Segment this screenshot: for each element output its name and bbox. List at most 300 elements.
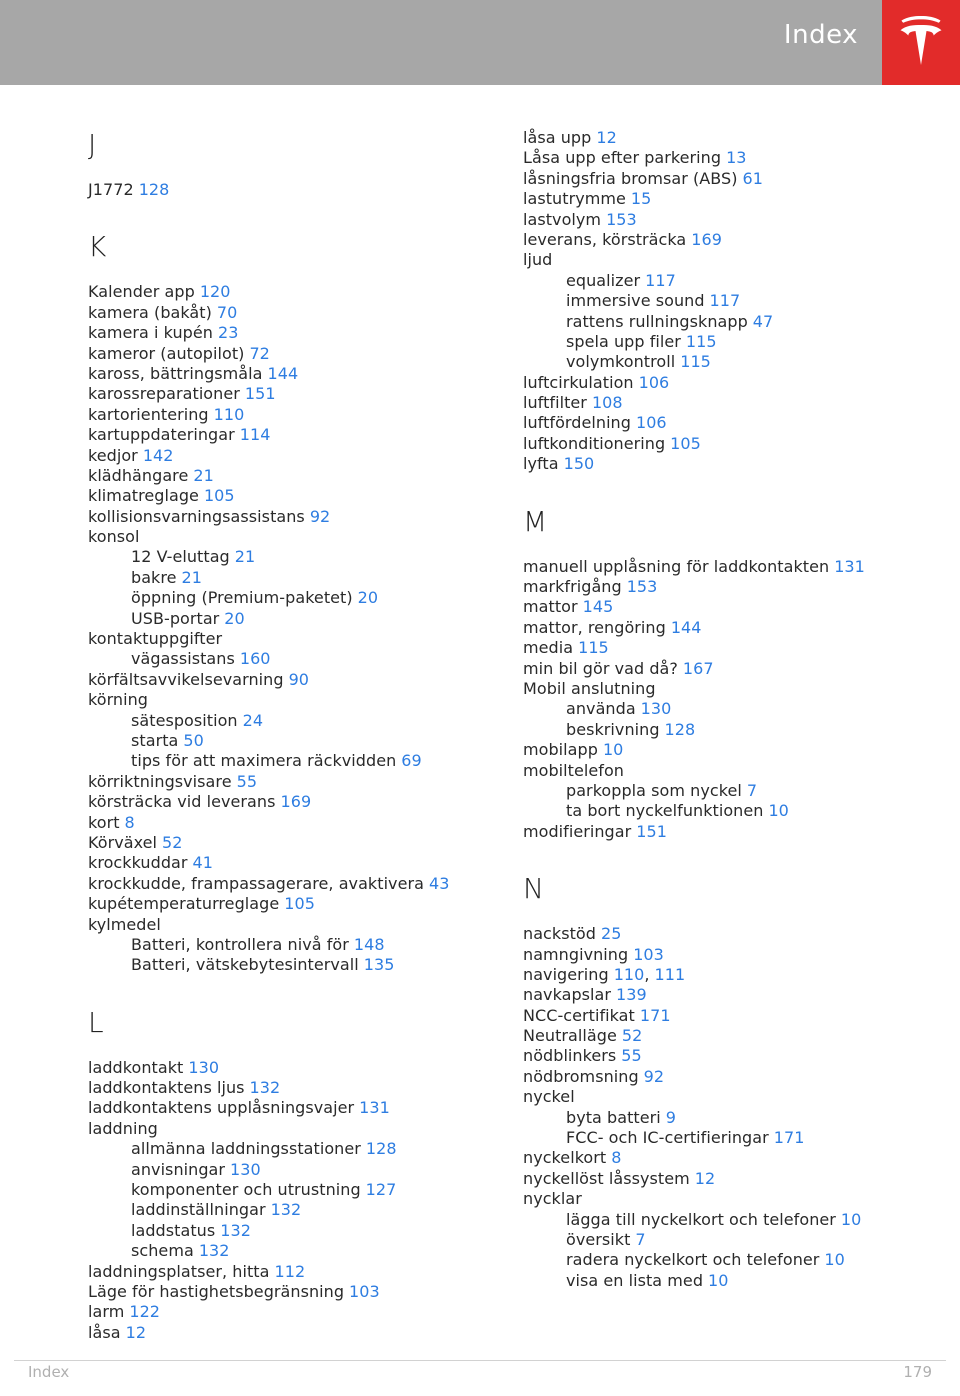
page-reference-link[interactable]: 24 bbox=[242, 710, 264, 730]
index-term: laddinställningar bbox=[131, 1200, 266, 1220]
index-subentry bbox=[523, 720, 943, 740]
index-entry bbox=[88, 405, 508, 425]
index-entry bbox=[88, 1058, 508, 1078]
index-entry bbox=[88, 1262, 508, 1282]
page-reference-link[interactable]: 111 bbox=[654, 964, 686, 984]
index-term: kupétemperaturreglage bbox=[88, 894, 280, 914]
index-subentry bbox=[523, 1210, 943, 1230]
page-reference-link[interactable]: 150 bbox=[563, 454, 595, 474]
index-subentry bbox=[88, 955, 508, 975]
index-term: använda bbox=[566, 699, 636, 719]
index-section-letter: N bbox=[523, 872, 544, 906]
page-reference-link[interactable]: 55 bbox=[236, 771, 258, 791]
index-term: kort bbox=[88, 812, 120, 832]
index-term: lägga till nyckelkort och telefoner bbox=[566, 1209, 836, 1229]
index-subentry bbox=[88, 547, 508, 567]
index-term: markfrigång bbox=[523, 577, 622, 597]
index-subentry bbox=[523, 699, 943, 719]
index-entry bbox=[88, 915, 508, 935]
index-subentry bbox=[88, 1160, 508, 1180]
index-entry bbox=[523, 373, 943, 393]
index-subentry bbox=[523, 781, 943, 801]
page-reference-link[interactable]: 106 bbox=[635, 413, 667, 433]
index-entry bbox=[523, 659, 943, 679]
page-reference-link[interactable]: 21 bbox=[234, 547, 256, 567]
index-term: kamera (bakåt) bbox=[88, 302, 212, 322]
index-term: kameror (autopilot) bbox=[88, 343, 245, 363]
footer-section-label: Index bbox=[28, 1363, 70, 1381]
index-entry bbox=[523, 1169, 943, 1189]
index-term: equalizer bbox=[566, 270, 641, 290]
page-reference-link[interactable]: 15 bbox=[630, 189, 652, 209]
index-subentry bbox=[523, 291, 943, 311]
index-term: Batteri, kontrollera nivå för bbox=[131, 934, 349, 954]
index-term: körsträcka vid leverans bbox=[88, 792, 276, 812]
index-entry bbox=[523, 393, 943, 413]
page-reference-link[interactable]: 144 bbox=[670, 617, 702, 637]
index-entry bbox=[523, 454, 943, 474]
index-term: kedjor bbox=[88, 445, 138, 465]
index-term: luftcirkulation bbox=[523, 372, 634, 392]
index-term: kartuppdateringar bbox=[88, 425, 235, 445]
page-reference-link[interactable]: 132 bbox=[220, 1220, 251, 1240]
index-term: mattor bbox=[523, 597, 578, 617]
index-term: namngivning bbox=[523, 944, 629, 964]
index-term: sätesposition bbox=[131, 710, 238, 730]
page-reference-link[interactable]: 12 bbox=[694, 1168, 716, 1188]
index-subentry bbox=[88, 711, 508, 731]
index-entry bbox=[523, 761, 943, 781]
page-separator: , bbox=[644, 964, 650, 984]
page-reference-link[interactable]: 103 bbox=[633, 944, 664, 964]
index-entry bbox=[88, 466, 508, 486]
page-reference-link[interactable]: 128 bbox=[138, 180, 170, 199]
page-reference-link[interactable]: 8 bbox=[124, 812, 135, 832]
index-term: USB-portar bbox=[131, 608, 220, 628]
index-entry bbox=[523, 822, 943, 842]
index-term: låsningsfria bromsar (ABS) bbox=[523, 168, 738, 188]
page-reference-link[interactable]: 105 bbox=[284, 894, 315, 914]
index-term: navigering bbox=[523, 964, 609, 984]
index-term: klädhängare bbox=[88, 465, 189, 485]
index-term: laddstatus bbox=[131, 1220, 216, 1240]
index-term: leverans, körsträcka bbox=[523, 229, 687, 249]
index-term: översikt bbox=[566, 1229, 631, 1249]
page-reference-link[interactable]: 9 bbox=[665, 1107, 676, 1127]
page-reference-link[interactable]: 72 bbox=[249, 343, 270, 363]
index-entry bbox=[523, 924, 943, 944]
index-term: vägassistans bbox=[131, 649, 235, 669]
page-reference-link[interactable]: 151 bbox=[636, 821, 667, 841]
page-reference-link[interactable]: 10 bbox=[602, 740, 624, 760]
page-reference-link[interactable]: 52 bbox=[162, 832, 183, 852]
index-entry bbox=[523, 597, 943, 617]
index-term: nödblinkers bbox=[523, 1046, 617, 1066]
page-reference-link[interactable]: 12 bbox=[596, 128, 617, 147]
index-entry bbox=[523, 169, 943, 189]
index-entry bbox=[523, 1026, 943, 1046]
page-reference-link[interactable]: 117 bbox=[645, 270, 676, 290]
index-term: lyfta bbox=[523, 454, 559, 474]
index-entry bbox=[88, 1302, 508, 1322]
index-term: luftkonditionering bbox=[523, 433, 666, 453]
index-entry bbox=[523, 413, 943, 433]
page-reference-link[interactable]: 115 bbox=[680, 352, 711, 372]
index-subentry bbox=[523, 312, 943, 332]
page-reference-link[interactable]: 20 bbox=[357, 588, 379, 608]
index-term: laddning bbox=[88, 1118, 158, 1138]
index-term: ta bort nyckelfunktionen bbox=[566, 801, 764, 821]
index-term: laddkontakt bbox=[88, 1057, 184, 1077]
index-term: körfältsavvikelsevarning bbox=[88, 669, 284, 689]
index-entry bbox=[523, 128, 943, 148]
index-term: Kalender app bbox=[88, 282, 195, 302]
page-reference-link[interactable]: 105 bbox=[203, 486, 235, 506]
page-reference-link[interactable]: 43 bbox=[428, 873, 450, 893]
index-term: kylmedel bbox=[88, 914, 161, 934]
index-entry bbox=[88, 344, 508, 364]
index-term: starta bbox=[131, 730, 179, 750]
page-reference-link[interactable]: 106 bbox=[638, 372, 670, 392]
page-reference-link[interactable]: 122 bbox=[129, 1302, 161, 1322]
index-subentry bbox=[88, 731, 508, 751]
index-term: kaross, bättringsmåla bbox=[88, 363, 263, 383]
index-term: J1772 bbox=[88, 180, 134, 199]
page-reference-link[interactable]: 128 bbox=[365, 1139, 397, 1159]
index-entry bbox=[88, 1098, 508, 1118]
index-entry bbox=[88, 792, 508, 812]
index-entry bbox=[88, 874, 508, 894]
index-term: klimatreglage bbox=[88, 486, 199, 506]
index-term: nyckel bbox=[523, 1087, 575, 1107]
page-reference-link[interactable]: 41 bbox=[192, 853, 213, 873]
index-entry bbox=[88, 1282, 508, 1302]
index-entry bbox=[523, 945, 943, 965]
index-term: bakre bbox=[131, 567, 177, 587]
page-reference-link[interactable]: 8 bbox=[611, 1148, 622, 1168]
index-entry bbox=[88, 486, 508, 506]
index-term: immersive sound bbox=[566, 291, 705, 311]
index-term: laddningsplatser, hitta bbox=[88, 1261, 270, 1281]
index-term: spela upp filer bbox=[566, 331, 681, 351]
index-section-letter: J bbox=[88, 128, 97, 161]
page-reference-link[interactable]: 55 bbox=[621, 1046, 642, 1066]
page-reference-link[interactable]: 132 bbox=[270, 1200, 302, 1220]
page-reference-link[interactable]: 130 bbox=[640, 699, 672, 719]
page-reference-link[interactable]: 21 bbox=[193, 465, 214, 485]
page-reference-link[interactable]: 10 bbox=[840, 1209, 862, 1229]
page-reference-link[interactable]: 117 bbox=[709, 291, 741, 311]
index-entry bbox=[523, 434, 943, 454]
page-reference-link[interactable]: 105 bbox=[670, 433, 701, 453]
tesla-logo-icon bbox=[899, 14, 943, 66]
index-term: modifieringar bbox=[523, 821, 632, 841]
index-term: kartorientering bbox=[88, 404, 209, 424]
index-entry bbox=[523, 740, 943, 760]
index-entry bbox=[523, 965, 943, 985]
index-term: komponenter och utrustning bbox=[131, 1180, 361, 1200]
footer-divider bbox=[14, 1360, 946, 1361]
index-term: körriktningsvisare bbox=[88, 771, 232, 791]
index-subentry bbox=[88, 935, 508, 955]
index-entry bbox=[88, 323, 508, 343]
page-reference-link[interactable]: 131 bbox=[359, 1098, 390, 1118]
index-term: mattor, rengöring bbox=[523, 617, 666, 637]
index-entry bbox=[523, 1046, 943, 1066]
index-entry bbox=[88, 629, 508, 649]
index-term: Körväxel bbox=[88, 832, 158, 852]
index-section-letter: L bbox=[88, 1005, 104, 1039]
index-entry bbox=[523, 618, 943, 638]
index-term: beskrivning bbox=[566, 719, 660, 739]
index-term: NCC-certifikat bbox=[523, 1005, 635, 1025]
index-column-left bbox=[88, 128, 508, 1343]
page-reference-link[interactable]: 112 bbox=[274, 1261, 306, 1281]
page-reference-link[interactable]: 50 bbox=[183, 730, 204, 750]
page-reference-link[interactable]: 153 bbox=[606, 209, 637, 229]
page-reference-link[interactable]: 145 bbox=[582, 597, 614, 617]
page-reference-link[interactable]: 70 bbox=[216, 302, 238, 322]
index-entry bbox=[523, 189, 943, 209]
index-term: nyckelkort bbox=[523, 1148, 607, 1168]
page-reference-link[interactable]: 171 bbox=[773, 1128, 805, 1148]
index-term: manuell upplåsning för laddkontakten bbox=[523, 556, 830, 576]
index-term: krockkudde, frampassagerare, avaktivera bbox=[88, 873, 424, 893]
index-entry bbox=[88, 670, 508, 690]
index-term: media bbox=[523, 638, 574, 658]
index-term: Neutralläge bbox=[523, 1026, 617, 1046]
index-term: Batteri, vätskebytesintervall bbox=[131, 955, 359, 975]
index-term: navkapslar bbox=[523, 985, 612, 1005]
page-reference-link[interactable]: 148 bbox=[353, 934, 385, 954]
index-subentry bbox=[88, 588, 508, 608]
page-reference-link[interactable]: 114 bbox=[239, 425, 271, 445]
index-term: luftfördelning bbox=[523, 413, 631, 433]
index-term: körning bbox=[88, 690, 149, 710]
index-entry bbox=[523, 1067, 943, 1087]
index-subentry bbox=[88, 568, 508, 588]
page-reference-link[interactable]: 103 bbox=[349, 1281, 380, 1301]
index-entry bbox=[88, 1078, 508, 1098]
index-term: larm bbox=[88, 1302, 125, 1322]
index-entry bbox=[88, 853, 508, 873]
index-entry bbox=[88, 894, 508, 914]
index-term: lastutrymme bbox=[523, 189, 626, 209]
page-reference-link[interactable]: 108 bbox=[591, 393, 623, 413]
page-reference-link[interactable]: 92 bbox=[643, 1066, 665, 1086]
index-subentry bbox=[523, 332, 943, 352]
index-term: tips för att maximera räckvidden bbox=[131, 751, 397, 771]
index-entry bbox=[88, 772, 508, 792]
index-term: nackstöd bbox=[523, 924, 596, 944]
index-term: volymkontroll bbox=[566, 352, 676, 372]
index-term: luftfilter bbox=[523, 393, 587, 413]
index-subentry bbox=[88, 1180, 508, 1200]
index-term: laddkontaktens ljus bbox=[88, 1078, 245, 1098]
index-subentry bbox=[523, 1230, 943, 1250]
index-entry bbox=[88, 507, 508, 527]
page-reference-link[interactable]: 139 bbox=[616, 985, 647, 1005]
index-term: öppning (Premium-paketet) bbox=[131, 588, 353, 608]
index-term: ljud bbox=[523, 250, 553, 270]
page-reference-link[interactable]: 61 bbox=[742, 168, 763, 188]
index-term: Läge för hastighetsbegränsning bbox=[88, 1281, 345, 1301]
page-reference-link[interactable]: 151 bbox=[244, 384, 276, 404]
index-entry bbox=[88, 527, 508, 547]
index-term: nödbromsning bbox=[523, 1066, 639, 1086]
index-entry bbox=[523, 230, 943, 250]
index-entry bbox=[88, 446, 508, 466]
page-reference-link[interactable]: 171 bbox=[639, 1005, 671, 1025]
index-subentry bbox=[523, 1128, 943, 1148]
page-reference-link[interactable]: 120 bbox=[199, 282, 231, 302]
page-reference-link[interactable]: 144 bbox=[267, 363, 299, 383]
index-subentry bbox=[523, 801, 943, 821]
page-reference-link[interactable]: 23 bbox=[217, 323, 239, 343]
index-entry bbox=[523, 985, 943, 1005]
page-reference-link[interactable]: 92 bbox=[309, 506, 331, 526]
page-reference-link[interactable]: 142 bbox=[142, 445, 174, 465]
index-entry bbox=[523, 557, 943, 577]
tesla-logo bbox=[882, 0, 960, 85]
page-reference-link[interactable]: 128 bbox=[664, 719, 696, 739]
index-term: byta batteri bbox=[566, 1107, 661, 1127]
page-reference-link[interactable]: 13 bbox=[726, 148, 747, 168]
page-reference-link[interactable]: 127 bbox=[365, 1180, 397, 1200]
index-entry bbox=[523, 577, 943, 597]
index-term: låsa upp bbox=[523, 128, 592, 147]
page-reference-link[interactable]: 153 bbox=[626, 577, 658, 597]
index-term: nycklar bbox=[523, 1189, 582, 1209]
index-entry bbox=[523, 1087, 943, 1107]
index-entry bbox=[523, 1189, 943, 1209]
index-subentry bbox=[88, 751, 508, 771]
page-reference-link[interactable]: 115 bbox=[578, 638, 609, 658]
page-reference-link[interactable]: 10 bbox=[708, 1270, 729, 1290]
page-reference-link[interactable]: 21 bbox=[181, 567, 203, 587]
index-subentry bbox=[523, 271, 943, 291]
page-reference-link[interactable]: 131 bbox=[834, 556, 865, 576]
index-term: krockkuddar bbox=[88, 853, 188, 873]
index-subentry bbox=[88, 1200, 508, 1220]
page-reference-link[interactable]: 132 bbox=[249, 1078, 281, 1098]
index-entry bbox=[523, 679, 943, 699]
page-header bbox=[0, 0, 960, 85]
index-term: allmänna laddningsstationer bbox=[131, 1139, 361, 1159]
page-reference-link[interactable]: 52 bbox=[621, 1026, 643, 1046]
index-entry bbox=[88, 425, 508, 445]
index-entry bbox=[88, 690, 508, 710]
index-subentry bbox=[88, 649, 508, 669]
index-entry bbox=[88, 282, 508, 302]
index-entry bbox=[88, 364, 508, 384]
index-term: nyckellöst låssystem bbox=[523, 1168, 690, 1188]
index-term: FCC- och IC-certifieringar bbox=[566, 1128, 769, 1148]
page-reference-link[interactable]: 90 bbox=[288, 669, 310, 689]
index-entry bbox=[523, 1006, 943, 1026]
index-term: mobilapp bbox=[523, 740, 598, 760]
index-term: konsol bbox=[88, 527, 140, 547]
index-term: kamera i kupén bbox=[88, 323, 213, 343]
page-reference-link[interactable]: 132 bbox=[198, 1241, 230, 1261]
page-reference-link[interactable]: 169 bbox=[691, 229, 722, 249]
footer-page-number: 179 bbox=[903, 1363, 932, 1381]
page-reference-link[interactable]: 12 bbox=[125, 1322, 147, 1342]
index-term: 12 V-eluttag bbox=[131, 547, 230, 567]
index-entry bbox=[523, 250, 943, 270]
index-subentry bbox=[88, 1139, 508, 1159]
page-reference-link[interactable]: 7 bbox=[635, 1229, 646, 1249]
index-entry bbox=[88, 813, 508, 833]
index-entry bbox=[88, 303, 508, 323]
index-entry bbox=[523, 638, 943, 658]
index-term: visa en lista med bbox=[566, 1270, 704, 1290]
page-reference-link[interactable]: 10 bbox=[768, 801, 789, 821]
index-term: laddkontaktens upplåsningsvajer bbox=[88, 1098, 355, 1118]
index-subentry bbox=[88, 1241, 508, 1261]
page-reference-link[interactable]: 160 bbox=[239, 649, 271, 669]
index-term: Mobil anslutning bbox=[523, 678, 656, 698]
page-reference-link[interactable]: 7 bbox=[746, 780, 758, 800]
index-subentry bbox=[88, 609, 508, 629]
index-entry bbox=[88, 180, 508, 200]
page-reference-link[interactable]: 25 bbox=[600, 924, 622, 944]
index-subentry bbox=[523, 1250, 943, 1270]
page-reference-link[interactable]: 69 bbox=[401, 751, 422, 771]
index-section-letter: K bbox=[88, 230, 107, 264]
index-entry bbox=[88, 833, 508, 853]
page-reference-link[interactable]: 20 bbox=[224, 608, 245, 628]
index-term: anvisningar bbox=[131, 1159, 226, 1179]
index-entry bbox=[88, 1119, 508, 1139]
index-term: schema bbox=[131, 1241, 194, 1261]
index-term: kontaktuppgifter bbox=[88, 629, 223, 649]
index-entry bbox=[88, 1323, 508, 1343]
index-column-right bbox=[523, 128, 943, 1291]
page-title: Index bbox=[783, 20, 858, 50]
index-term: låsa bbox=[88, 1322, 121, 1342]
index-subentry bbox=[523, 1108, 943, 1128]
index-subentry bbox=[523, 1271, 943, 1291]
page-reference-link[interactable]: 10 bbox=[824, 1250, 845, 1270]
page-reference-link[interactable]: 169 bbox=[280, 792, 312, 812]
page-reference-link[interactable]: 135 bbox=[363, 955, 395, 975]
page-reference-link[interactable]: 110 bbox=[613, 964, 645, 984]
page-reference-link[interactable]: 130 bbox=[230, 1159, 261, 1179]
index-term: rattens rullningsknapp bbox=[566, 311, 748, 331]
index-term: min bil gör vad då? bbox=[523, 658, 678, 678]
index-section-letter: M bbox=[523, 504, 548, 538]
page-reference-link[interactable]: 110 bbox=[213, 404, 245, 424]
index-term: kollisionsvarningsassistans bbox=[88, 506, 305, 526]
index-term: mobiltelefon bbox=[523, 760, 624, 780]
page-reference-link[interactable]: 115 bbox=[685, 331, 717, 351]
index-entry bbox=[88, 384, 508, 404]
page-reference-link[interactable]: 130 bbox=[188, 1057, 220, 1077]
page-reference-link[interactable]: 47 bbox=[752, 311, 774, 331]
index-entry bbox=[523, 148, 943, 168]
index-term: parkoppla som nyckel bbox=[566, 780, 742, 800]
index-term: Låsa upp efter parkering bbox=[523, 148, 722, 168]
index-term: karossreparationer bbox=[88, 384, 240, 404]
index-term: lastvolym bbox=[523, 209, 602, 229]
index-entry bbox=[523, 210, 943, 230]
index-subentry bbox=[523, 352, 943, 372]
index-subentry bbox=[88, 1221, 508, 1241]
index-entry bbox=[523, 1148, 943, 1168]
page-reference-link[interactable]: 167 bbox=[682, 658, 714, 678]
index-term: radera nyckelkort och telefoner bbox=[566, 1250, 820, 1270]
